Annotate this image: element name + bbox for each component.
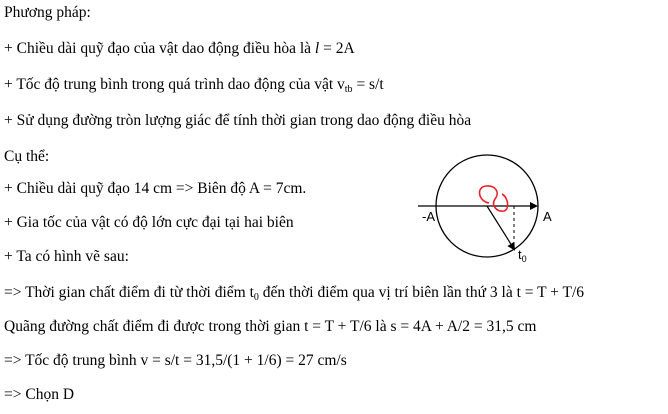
speed-line: => Tốc độ trung bình v = s/t = 31,5/(1 + 1/6) = 27 cm/s xyxy=(4,352,347,369)
label-t0-sub: 0 xyxy=(521,254,527,264)
answer-line: => Chọn D xyxy=(4,386,75,403)
detail-line-figure: + Ta có hình vẽ sau: xyxy=(4,248,129,265)
method-line-trajectory xyxy=(4,40,355,58)
radius-vector-t0 xyxy=(487,206,514,249)
detail-heading: Cụ thể: xyxy=(4,148,50,165)
time-line-text: => Thời gian chất điểm đi từ thời điểm t xyxy=(4,284,254,301)
method-line-trajectory-formula: = 2A xyxy=(319,40,355,57)
red-spiral-path xyxy=(480,186,508,211)
time-line xyxy=(4,284,584,302)
method-line-circle: + Sử dụng đường tròn lượng giác để tính thời gian trong dao động điều hòa xyxy=(4,112,472,129)
time-line-result: đến thời điểm qua vị trí biên lần thứ 3 là t = T + T/6 xyxy=(258,284,585,301)
label-pos-amplitude: A xyxy=(543,209,552,224)
label-t0 xyxy=(518,247,527,264)
method-line-avg-speed-formula: = s/t xyxy=(352,76,384,93)
length-symbol: l xyxy=(314,40,320,57)
trig-circle-diagram xyxy=(410,135,590,275)
method-heading: Phương pháp: xyxy=(4,4,91,21)
time-subscript: 0 xyxy=(253,292,259,303)
label-t0-main: t xyxy=(518,247,522,262)
method-line-avg-speed-text: + Tốc độ trung bình trong quá trình dao động của vật v xyxy=(4,76,345,93)
avg-speed-subscript: tb xyxy=(344,84,353,95)
method-line-trajectory-text: + Chiều dài quỹ đạo của vật dao động điều hòa là xyxy=(4,40,315,57)
label-neg-amplitude: -A xyxy=(422,209,435,224)
detail-line-acceleration: + Gia tốc của vật có độ lớn cực đại tại hai biên xyxy=(4,214,294,231)
method-line-avg-speed xyxy=(4,76,384,94)
detail-line-amplitude: + Chiều dài quỹ đạo 14 cm => Biên độ A = 7cm. xyxy=(4,180,307,197)
distance-line: Quãng đường chất điểm đi được trong thời gian t = T + T/6 là s = 4A + A/2 = 31,5 cm xyxy=(4,318,537,335)
